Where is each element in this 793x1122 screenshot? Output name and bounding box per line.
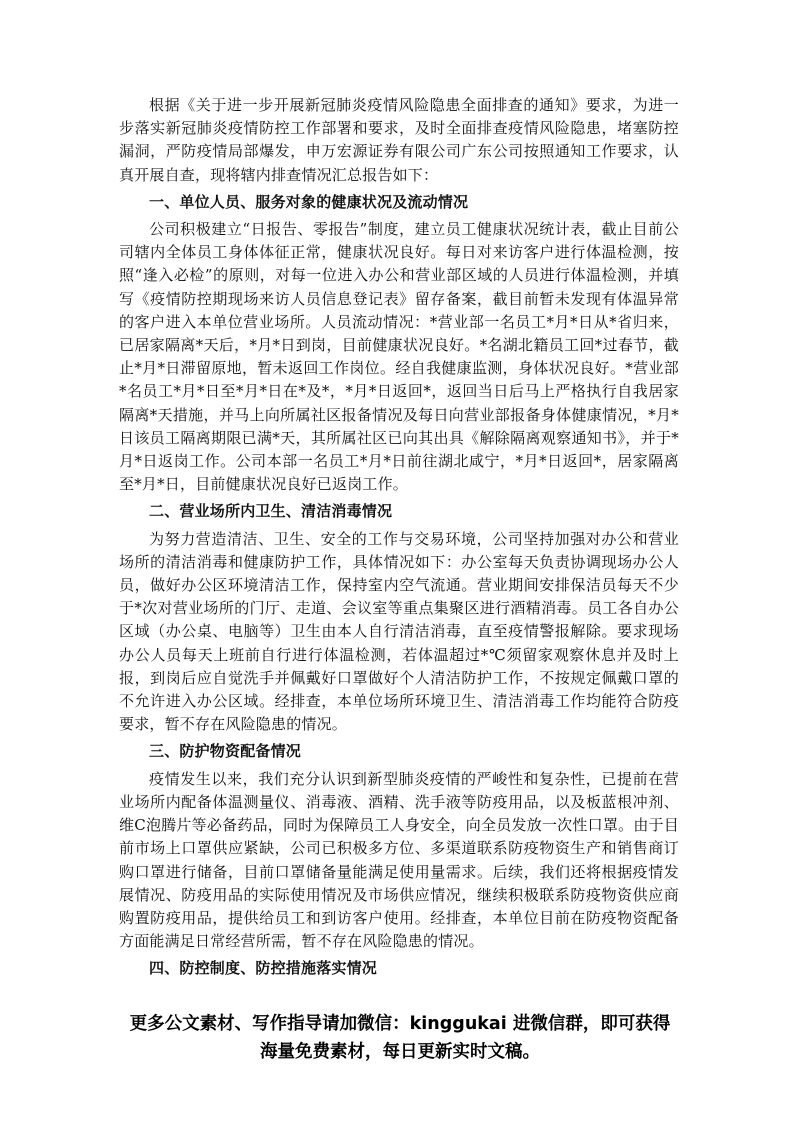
promo-footer-line-2: 海量免费素材，每日更新实时文稿。 [260, 1042, 540, 1062]
intro-paragraph: 根据《关于进一步开展新冠肺炎疫情风险隐患全面排查的通知》要求，为进一步落实新冠肺炎疫情防控工作部署和要求，及时全面排查疫情风险隐患，堵塞防控漏洞，严防疫情局部爆发，申万宏源证券有限公司广东公司按照通知工作要求，认真开展自查，现将辖内排查情况汇总报告如下： [119, 96, 679, 184]
section-1-body: 公司积极建立“日报告、零报告”制度，建立员工健康状况统计表，截止目前公司辖内全体员工身体体征正常，健康状况良好。每日对来访客户进行体温检测，按照“逢入必检”的原则，对每一位进入办公和营业部区域的人员进行体温检测，并填写《疫情防控期现场来访人员信息登记表》留存备案，截目前暂未发现有体温异常的客户进入本单位营业场所。人员流动情况：*营业部一名员工*月*日从*省归来，已居家隔离*天后，*月*日到岗，目前健康状况良好。*名湖北籍员工回*过春节，截止*月*日滞留原地，暂未返回工作岗位。经自我健康监测，身体状况良好。*营业部*名员工*月*日至*月*日在*及*，*月*日返回*，返回当日后马上严格执行自我居家隔离*天措施，并马上向所属社区报备情况及每日向营业部报备身体健康情况，*月*日该员工隔离期限已满*天，其所属社区已向其出具《解除隔离观察通知书》，并于*月*日返岗工作。公司本部一名员工*月*日前往湖北咸宁，*月*日返回*，居家隔离至*月*日，目前健康状况良好已返岗工作。 [119, 220, 679, 494]
document-body [119, 94, 679, 985]
section-4-heading: 四、防控制度、防控措施落实情况 [149, 959, 378, 978]
section-2-body: 为努力营造清洁、卫生、安全的工作与交易环境，公司坚持加强对办公和营业场所的清洁消毒和健康防护工作，具体情况如下：办公室每天负责协调现场办公人员，做好办公区环境清洁工作，保持室内空气流通。营业期间安排保洁员每天不少于*次对营业场所的门厅、走道、会议室等重点集聚区进行酒精消毒。员工各自办公区域（办公桌、电脑等）卫生由本人自行清洁消毒，直至疫情警报解除。要求现场办公人员每天上班前自行进行体温检测，若体温超过*℃须留家观察休息并及时上报，到岗后应自觉洗手并佩戴好口罩做好个人清洁防护工作，不按规定佩戴口罩的不允许进入办公区域。经排查，本单位场所环境卫生、清洁消毒工作均能符合防疫要求，暂不存在风险隐患的情况。 [119, 529, 679, 734]
promo-footer [110, 1010, 690, 1066]
section-3-body: 疫情发生以来，我们充分认识到新型肺炎疫情的严峻性和复杂性，已提前在营业场所内配备体温测量仪、消毒液、酒精、洗手液等防疫用品，以及板蓝根冲剂、维C泡腾片等必备药品，同时为保障员工人身安全，向全员发放一次性口罩。由于目前市场上口罩供应紧缺，公司已积极多方位、多渠道联系防疫物资生产和销售商订购口罩进行储备，目前口罩储备量能满足使用量需求。后续，我们还将根据疫情发展情况、防疫用品的实际使用情况及市场供应情况，继续积极联系防疫物资供应商购置防疫用品，提供给员工和到访客户使用。经排查，本单位目前在防疫物资配备方面能满足日常经营所需，暂不存在风险隐患的情况。 [119, 769, 679, 951]
promo-footer-line-1: 更多公文素材、写作指导请加微信：kinggukai 进微信群，即可获得 [129, 1014, 671, 1034]
section-2-heading: 二、营业场所内卫生、清洁消毒情况 [149, 502, 393, 521]
section-3-heading: 三、防护物资配备情况 [149, 742, 302, 761]
section-1-heading: 一、单位人员、服务对象的健康状况及流动情况 [149, 192, 469, 211]
